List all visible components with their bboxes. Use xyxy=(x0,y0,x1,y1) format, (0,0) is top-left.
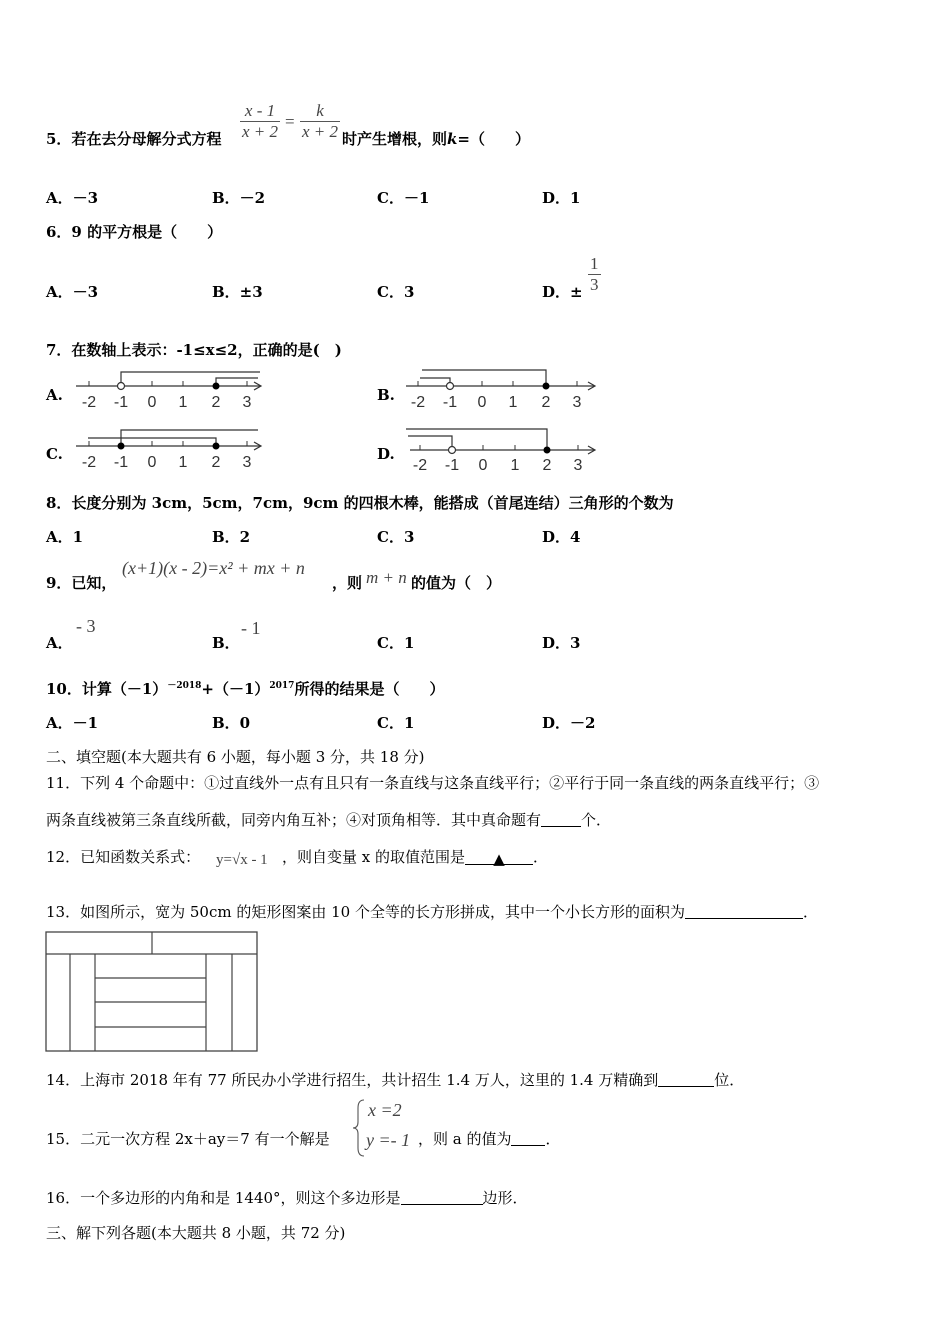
tick-label: 1 xyxy=(178,394,188,411)
q12-answer-blank[interactable] xyxy=(465,850,533,868)
q11-line-2 xyxy=(46,809,611,830)
tick-label: 3 xyxy=(573,457,583,474)
q10-option-a[interactable]: A．－1 xyxy=(46,714,99,732)
q5-frac1-den: x + 2 xyxy=(242,122,279,141)
q14-stem xyxy=(46,1069,744,1090)
q7-a-closed-dot xyxy=(213,383,220,390)
q13-text: 13．如图所示，宽为 50cm 的矩形图案由 10 个全等的长方形拼成，其中一个小长方形的面积为 xyxy=(46,903,685,921)
q12-text-before: 12．已知函数关系式： xyxy=(46,848,201,866)
q15-system-line-2: y =- 1 xyxy=(366,1130,411,1150)
q5-text-after xyxy=(342,128,530,149)
q12-text-after-label: ，则自变量 x 的取值范围是 xyxy=(282,848,465,866)
q5-option-a[interactable]: A．－3 xyxy=(46,189,99,207)
q10-part-b: +（－1） xyxy=(201,680,270,698)
q15-brace-icon xyxy=(352,1098,366,1158)
q13-tail: ． xyxy=(802,903,818,921)
tick-label: -2 xyxy=(412,457,428,474)
q9-text-before: 9．已知， xyxy=(46,574,117,592)
q7-option-d-label[interactable]: D. xyxy=(377,445,395,463)
q13-rectangle-figure xyxy=(45,931,259,1053)
q15-system-line-1: x =2 xyxy=(368,1100,402,1120)
q11-line-2-text: 两条直线被第三条直线所截，同旁内角互补；④对顶角相等．其中真命题有 xyxy=(46,811,542,829)
q5-fraction-right xyxy=(300,101,340,142)
q7-b-closed-dot xyxy=(543,383,550,390)
q13-stem xyxy=(46,901,818,922)
q11-answer-blank[interactable] xyxy=(541,812,581,827)
q11-line-1: 11．下列 4 个命题中：①过直线外一点有且只有一条直线与这条直线平行；②平行于同一条直线的两条直线平行；③ xyxy=(46,774,820,792)
q7-number-line-b[interactable] xyxy=(400,368,600,414)
q7-b-open-dot xyxy=(447,383,454,390)
tick-label: 2 xyxy=(211,394,221,411)
q15-text-after-label: ，则 a 的值为 xyxy=(418,1130,512,1148)
tick-label: 3 xyxy=(242,394,252,411)
q9-text-after: 的值为（ ） xyxy=(411,574,502,592)
q5-tail: =（ ） xyxy=(457,130,530,148)
q10-option-d[interactable]: D．－2 xyxy=(542,714,596,732)
q7-a-open-dot xyxy=(118,383,125,390)
q14-answer-blank[interactable] xyxy=(658,1072,714,1087)
q6-option-b[interactable]: B．±3 xyxy=(212,283,263,301)
q9-option-b[interactable]: B． xyxy=(212,634,240,652)
tick-label: 3 xyxy=(572,394,582,411)
q7-d-open-dot xyxy=(449,447,456,454)
tick-label: 0 xyxy=(147,454,157,471)
q6-stem: 6．9 的平方根是（ ） xyxy=(46,223,223,241)
q8-option-b[interactable]: B．2 xyxy=(212,528,251,546)
q12-tail: ． xyxy=(533,848,549,866)
q8-option-c[interactable]: C．3 xyxy=(377,528,415,546)
q14-text: 14．上海市 2018 年有 77 所民办小学进行招生，共计招生 1.4 万人，这里的 1.4 万精确到 xyxy=(46,1071,659,1089)
q10-exponent-2: 2017 xyxy=(269,681,295,691)
q7-c-closed-dot-right xyxy=(213,443,220,450)
tick-label: -2 xyxy=(81,454,97,471)
q12-text-after xyxy=(282,846,548,867)
q16-tail: 边形． xyxy=(482,1189,528,1207)
q13-answer-blank[interactable] xyxy=(685,904,803,919)
q10-part-a: 10．计算（－1） xyxy=(46,680,168,698)
q5-text-before: 若在去分母解分式方程 xyxy=(71,130,222,148)
tick-label: 0 xyxy=(147,394,157,411)
q9-text-mid: ，则 xyxy=(332,574,363,592)
tick-label: -1 xyxy=(113,454,129,471)
q15-text-after xyxy=(418,1128,561,1149)
q8-option-a[interactable]: A．1 xyxy=(46,528,84,546)
tick-label: -2 xyxy=(81,394,97,411)
q12-triangle-icon: ▲ xyxy=(493,850,505,868)
q5-option-b[interactable]: B．－2 xyxy=(212,189,266,207)
q11-line-2-tail: 个． xyxy=(581,811,612,829)
q5-text-after-label: 时产生增根，则 xyxy=(342,130,448,148)
q9-expression: m + n xyxy=(366,568,407,587)
q15-tail: ． xyxy=(545,1130,561,1148)
q7-number-line-c[interactable] xyxy=(70,426,270,472)
q5-k: k xyxy=(447,130,458,148)
q10-option-b[interactable]: B．0 xyxy=(212,714,251,732)
q9-option-b-value: - 1 xyxy=(241,618,261,638)
tick-label: 0 xyxy=(478,457,488,474)
q9-option-c[interactable]: C．1 xyxy=(377,634,415,652)
tick-label: 3 xyxy=(242,454,252,471)
q6-d-frac-den: 3 xyxy=(590,275,599,294)
tick-label: -1 xyxy=(442,394,458,411)
q6-option-a[interactable]: A．－3 xyxy=(46,283,99,301)
tick-label: 1 xyxy=(178,454,188,471)
q7-c-closed-dot-left xyxy=(118,443,125,450)
tick-label: -1 xyxy=(444,457,460,474)
q9-option-d[interactable]: D．3 xyxy=(542,634,581,652)
q5-equals: = xyxy=(285,112,295,131)
q10-option-c[interactable]: C．1 xyxy=(377,714,415,732)
q5-frac2-den: x + 2 xyxy=(302,122,339,141)
q16-answer-blank[interactable] xyxy=(401,1190,483,1205)
q6-option-c[interactable]: C．3 xyxy=(377,283,415,301)
q9-equation: (x+1)(x - 2)=x² + mx + n xyxy=(122,558,305,578)
q5-frac2-num: k xyxy=(300,101,340,122)
tick-label: 1 xyxy=(508,394,518,411)
q10-part-c: 所得的结果是（ ） xyxy=(294,680,445,698)
q14-tail: 位． xyxy=(714,1071,745,1089)
tick-label: -2 xyxy=(410,394,426,411)
tick-label: -1 xyxy=(113,394,129,411)
q8-option-d[interactable]: D．4 xyxy=(542,528,581,546)
q7-option-a-label[interactable]: A. xyxy=(46,386,63,404)
q6-option-d[interactable]: D．± xyxy=(542,283,583,301)
q6-d-frac-num: 1 xyxy=(590,254,599,273)
q7-option-c-label[interactable]: C. xyxy=(46,445,63,463)
q5-fraction-left xyxy=(240,101,280,142)
tick-label: 2 xyxy=(542,457,552,474)
q10-exponent-1: －2018 xyxy=(167,681,202,691)
q10-stem xyxy=(46,678,444,699)
section-3-heading: 三、解下列各题(本大题共 8 小题，共 72 分) xyxy=(46,1224,346,1242)
q6-d-fraction xyxy=(588,254,601,295)
section-2-heading: 二、填空题(本大题共有 6 小题，每小题 3 分，共 18 分) xyxy=(46,748,425,766)
q16-stem xyxy=(46,1187,528,1208)
q8-stem: 8．长度分别为 3cm，5cm，7cm，9cm 的四根木棒，能搭成（首尾连结）三角形的个数为 xyxy=(46,494,674,512)
q7-number-line-a[interactable] xyxy=(70,368,270,414)
q9-option-a[interactable]: A． xyxy=(46,634,73,652)
tick-label: 2 xyxy=(211,454,221,471)
q5-option-c[interactable]: C．－1 xyxy=(377,189,430,207)
tick-label: 2 xyxy=(541,394,551,411)
q7-option-b-label[interactable]: B. xyxy=(377,386,395,404)
q15-answer-blank[interactable] xyxy=(511,1131,545,1146)
q15-text-before: 15．二元一次方程 2x＋ay＝7 有一个解是 xyxy=(46,1130,330,1148)
tick-label: 1 xyxy=(510,457,520,474)
q7-stem: 7．在数轴上表示：-1≤x≤2，正确的是( ) xyxy=(46,341,342,359)
q5-option-d[interactable]: D．1 xyxy=(542,189,581,207)
q16-text: 16．一个多边形的内角和是 1440°，则这个多边形是 xyxy=(46,1189,401,1207)
q5-number: 5． xyxy=(46,130,72,148)
q9-option-a-value: - 3 xyxy=(76,616,96,636)
q5-stem xyxy=(46,128,221,149)
tick-label: 0 xyxy=(477,394,487,411)
q12-formula: y=√x - 1 xyxy=(216,852,268,868)
q7-d-closed-dot xyxy=(544,447,551,454)
q7-number-line-d[interactable] xyxy=(400,426,600,474)
q5-frac1-num: x - 1 xyxy=(240,101,280,122)
